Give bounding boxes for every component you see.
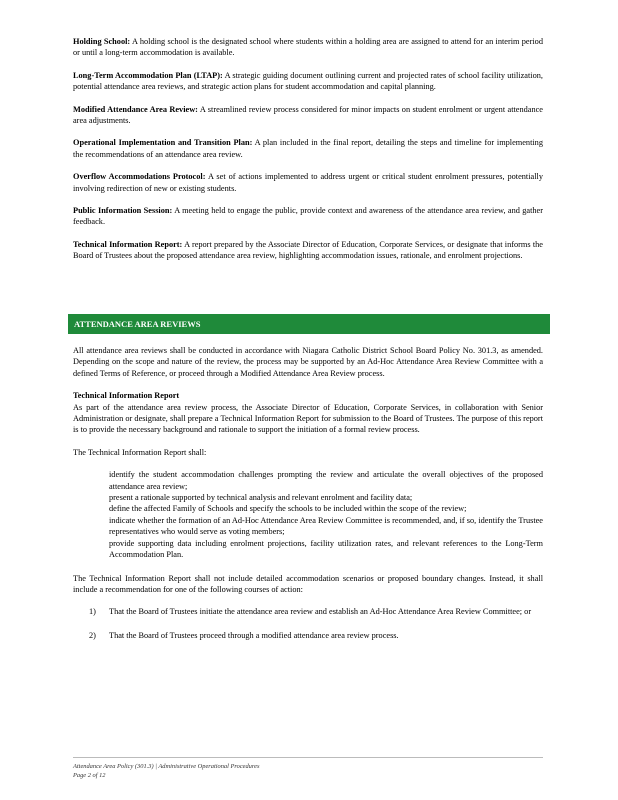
list-item: define the affected Family of Schools and specify the schools to be included within the scope of the review;	[109, 504, 467, 514]
footer-page-number: Page 2 of 12	[73, 771, 106, 779]
definition-public-session: Public Information Session: A meeting held to engage the public, provide context and awareness of the attendance area review, and gather feedback.	[73, 206, 543, 227]
list-item: indicate whether the formation of an Ad-Hoc Attendance Area Review Committee is recommended, and, if so, identify the Trustee representatives who would serve as voting members;	[109, 515, 543, 537]
definition-technical-report: Technical Information Report: A report prepared by the Associate Director of Education, Corporate Services, or designate that informs the Board of Trustees about the proposed attendance area review, highlighting accommodation issues, rationale, and enrolment projections.	[73, 239, 543, 261]
definitions-list	[73, 36, 543, 273]
list-item: 2) That the Board of Trustees proceed through a modified attendance area review process.	[89, 630, 399, 640]
footer-document-title: Attendance Area Policy (301.3) | Administrative Operational Procedures	[73, 763, 260, 770]
not-include-paragraph: The Technical Information Report shall not include detailed accommodation scenarios or proposed boundary changes. Instead, it shall include a recommendation for one of the following courses of action:	[73, 573, 543, 594]
attendance-area-reviews-section	[73, 345, 543, 653]
options-list	[73, 606, 543, 641]
definition-holding-school: Holding School: A holding school is the designated school where students within a holding area are assigned to attend for an interim period or until a long-term accommodation is available.	[73, 37, 543, 58]
list-item: provide supporting data including enrolment projections, facility utilization rates, and relevant references to the Long-Term Accommodation Plan.	[109, 538, 543, 560]
list-item: present a rationale supported by technical analysis and relevant enrolment and facility data;	[109, 493, 413, 503]
list-item: identify the student accommodation challenges prompting the review and articulate the overall objectives of the proposed attendance area review;	[109, 470, 543, 491]
definition-overflow-protocol: Overflow Accommodations Protocol: A set of actions implemented to address urgent or critical student enrolment pressures, potentially involving redirection of new or existing students.	[73, 172, 543, 193]
definition-transition-plan: Operational Implementation and Transition Plan: A plan included in the final report, detailing the steps and timeline for implementing the recommendations of an attendance area review.	[73, 138, 543, 159]
definition-ltap: Long-Term Accommodation Plan (LTAP): A strategic guiding document outlining current and projected rates of school facility utilization, potential attendance area reviews, and strategic action plans for student accommodation and capital planning.	[73, 70, 543, 92]
tir-shall-line: The Technical Information Report shall:	[73, 447, 207, 457]
section-heading-band: ATTENDANCE AREA REVIEWS	[68, 314, 550, 334]
page-footer	[73, 763, 259, 780]
list-item: 1) That the Board of Trustees initiate the attendance area review and establish an Ad-Hoc Attendance Area Review Committee; or	[89, 607, 532, 617]
tir-paragraph: As part of the attendance area review process, the Associate Director of Education, Corporate Services, in collaboration with Senior Administration or designate, shall prepare a Technical Information Report for submission to the Board of Trustees. The purpose of this report is to provide the necessary background and rationale to support the initiation of a formal review process.	[73, 402, 543, 435]
definition-modified-review: Modified Attendance Area Review: A streamlined review process considered for minor impacts on student enrolment or urgent attendance area adjustments.	[73, 104, 543, 126]
tir-heading: Technical Information Report	[73, 391, 180, 401]
tir-bullet-list	[73, 469, 543, 560]
intro-paragraph: All attendance area reviews shall be conducted in accordance with Niagara Catholic District School Board Policy No. 301.3, as amended. Depending on the scope and nature of the review, the process may be supported by an Ad-Hoc Attendance Area Review Committee with a defined Terms of Reference, or proceed through a Modified Attendance Area Review process.	[73, 346, 543, 378]
footer-divider	[73, 757, 543, 758]
